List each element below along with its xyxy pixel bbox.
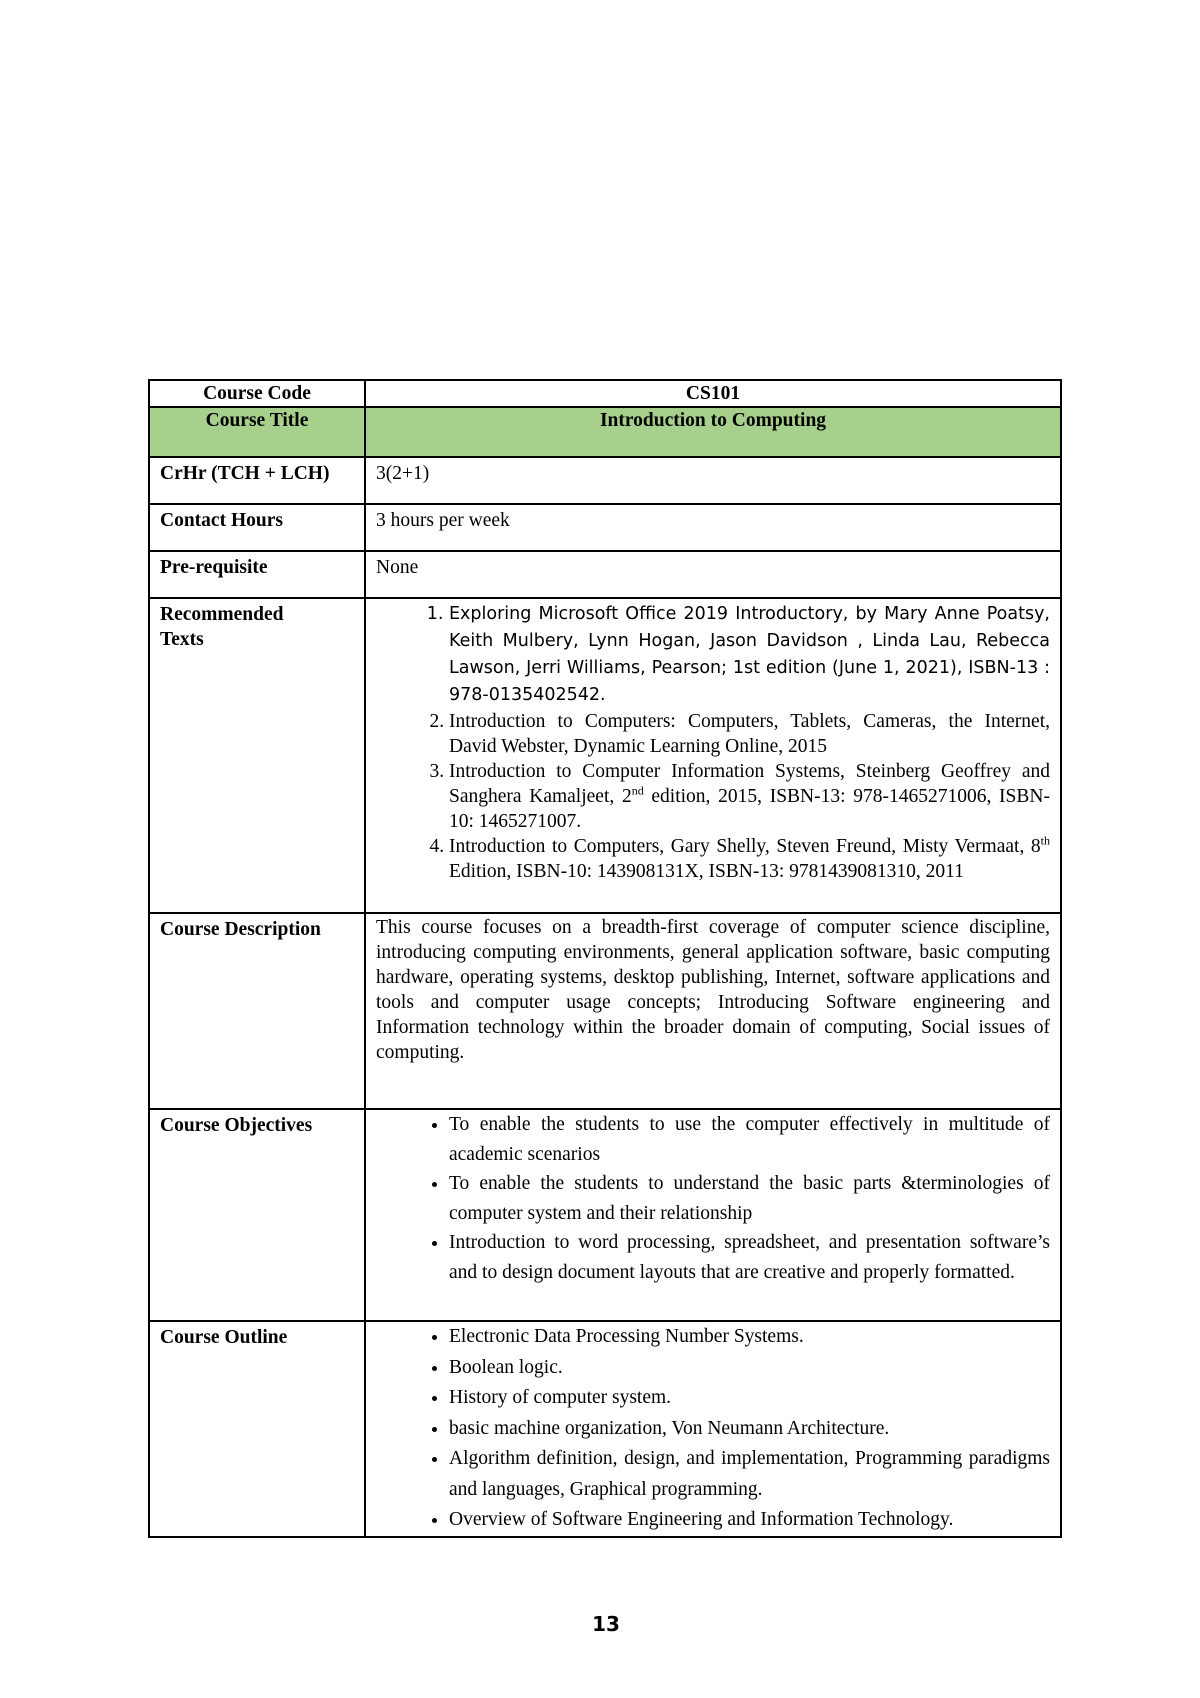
- recommended-text-item-part: edition, 2015, ISBN-13: 978-1465271006, ISBN-10: 1465271007.: [449, 786, 1050, 832]
- recommended-text-item: [449, 834, 1050, 884]
- course-objectives-label: Course Objectives: [149, 1109, 365, 1321]
- outline-item: • History of computer system.: [449, 1383, 1050, 1414]
- ordinal-superscript: nd: [631, 783, 644, 798]
- recommended-texts-row: [149, 598, 1061, 913]
- course-title-value: Introduction to Computing: [365, 407, 1061, 457]
- recommended-text-item: 2. Introduction to Computers: Computers, Tablets, Cameras, the Internet, David Webster, Dynamic Learning Online, 2015: [449, 709, 1050, 759]
- course-outline-label: Course Outline: [149, 1321, 365, 1537]
- crhr-label: CrHr (TCH + LCH): [149, 457, 365, 504]
- recommended-texts-content: [365, 598, 1061, 913]
- contact-hours-label: Contact Hours: [149, 504, 365, 551]
- recommended-text-item-part: Introduction to Computers, Gary Shelly, Steven Freund, Misty Vermaat, 8: [449, 836, 1041, 857]
- contact-hours-row: [149, 504, 1061, 551]
- course-objectives-content: [365, 1109, 1061, 1321]
- course-objectives-list: [376, 1110, 1050, 1287]
- ordinal-superscript: th: [1040, 833, 1050, 848]
- crhr-value: 3(2+1): [365, 457, 1061, 504]
- crhr-row: [149, 457, 1061, 504]
- course-title-label: Course Title: [149, 407, 365, 457]
- prerequisite-value: None: [365, 551, 1061, 598]
- contact-hours-value: 3 hours per week: [365, 504, 1061, 551]
- course-description-row: [149, 913, 1061, 1109]
- outline-item: • Algorithm definition, design, and implementation, Programming paradigms and languages, Graphical programming.: [449, 1444, 1050, 1505]
- course-code-row: [149, 380, 1061, 407]
- prerequisite-row: [149, 551, 1061, 598]
- course-objectives-row: [149, 1109, 1061, 1321]
- course-title-row: [149, 407, 1061, 457]
- outline-item: • Electronic Data Processing Number Systems.: [449, 1322, 1050, 1353]
- recommended-texts-label-line2: Texts: [160, 629, 204, 650]
- recommended-texts-label: [149, 598, 365, 913]
- course-description-text: This course focuses on a breadth-first coverage of computer science discipline, introducing computing environments, general application software, basic computing hardware, operating systems, desktop publishing, Internet, software applications and tools and computer usage concepts; Introducing Software engineering and Information technology within the broader domain of computing, Social issues of computing.: [365, 913, 1061, 1109]
- objective-item: • To enable the students to use the computer effectively in multitude of academic scenarios: [449, 1110, 1050, 1169]
- course-outline-content: [365, 1321, 1061, 1537]
- objective-item: • To enable the students to understand the basic parts &terminologies of computer system and their relationship: [449, 1169, 1050, 1228]
- recommended-text-item-part: Introduction to Computer Information Systems, Steinberg Geoffrey and Sanghera Kamaljeet, 2: [449, 761, 1050, 807]
- prerequisite-label: Pre-requisite: [149, 551, 365, 598]
- recommended-text-item: 1. Exploring Microsoft Office 2019 Introductory, by Mary Anne Poatsy, Keith Mulbery, Lynn Hogan, Jason Davidson , Linda Lau, Rebecca Lawson, Jerri Williams, Pearson; 1st edition (June 1, 2021), ISBN-13 : 978-0135402542.: [449, 601, 1050, 709]
- page-number: 13: [592, 1612, 620, 1636]
- course-code-value: CS101: [365, 380, 1061, 407]
- course-description-label: Course Description: [149, 913, 365, 1109]
- course-outline-list: [376, 1322, 1050, 1536]
- recommended-texts-list: [376, 601, 1050, 884]
- course-code-label: Course Code: [149, 380, 365, 407]
- course-outline-row: [149, 1321, 1061, 1537]
- objective-item: • Introduction to word processing, spreadsheet, and presentation software’s and to design document layouts that are creative and properly formatted.: [449, 1228, 1050, 1287]
- recommended-texts-label-line1: Recommended: [160, 604, 284, 625]
- outline-item: • Boolean logic.: [449, 1353, 1050, 1384]
- outline-item: • Overview of Software Engineering and Information Technology.: [449, 1505, 1050, 1536]
- recommended-text-item: [449, 759, 1050, 834]
- recommended-text-item-part: Edition, ISBN-10: 143908131X, ISBN-13: 9781439081310, 2011: [449, 861, 964, 882]
- outline-item: • basic machine organization, Von Neumann Architecture.: [449, 1414, 1050, 1445]
- course-table: [148, 379, 1062, 1538]
